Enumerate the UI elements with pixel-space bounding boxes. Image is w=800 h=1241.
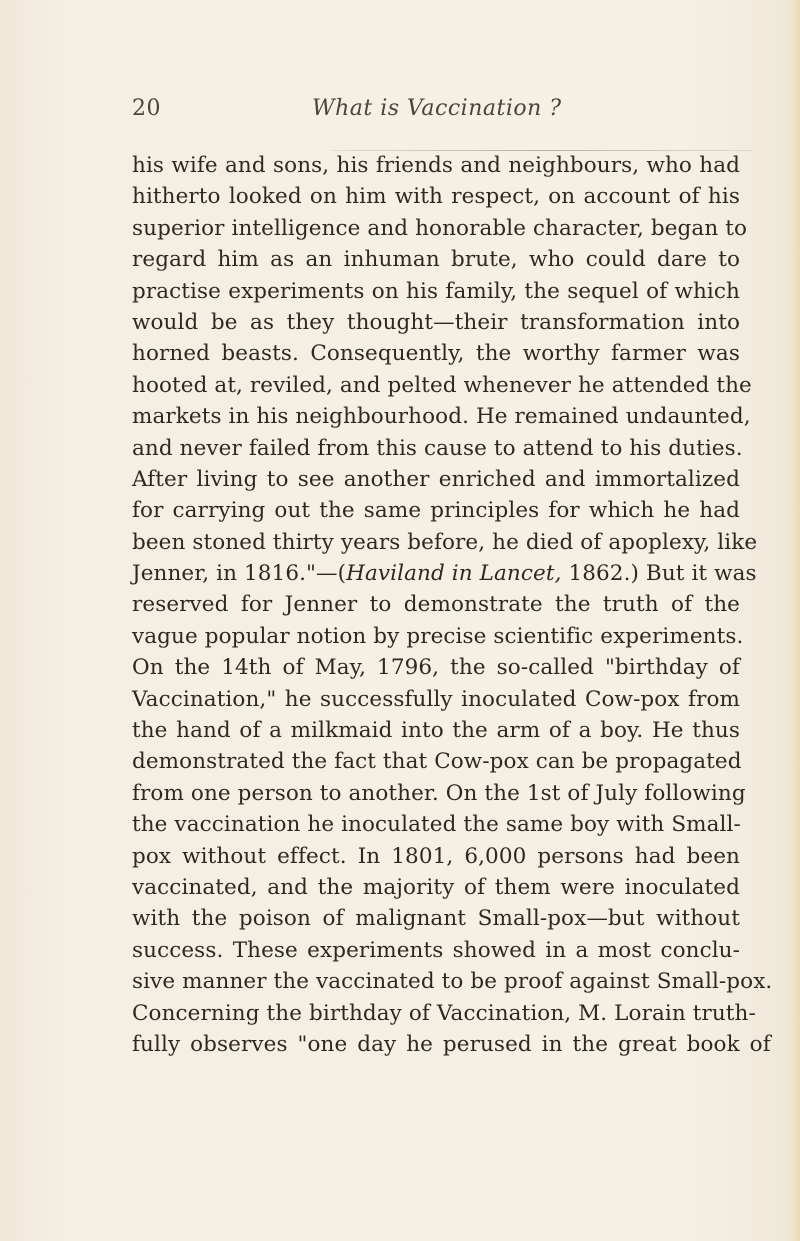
text-line: hooted at, reviled, and pelted whenever he attended the (132, 372, 752, 398)
text-line: for carrying out the same principles for which he had (132, 498, 740, 524)
text-line: horned beasts. Consequently, the worthy farmer was (132, 341, 740, 367)
citation-source: Haviland in Lancet, (346, 561, 562, 587)
text-line: markets in his neighbourhood. He remained undaunted, (132, 404, 751, 430)
body-text (132, 150, 773, 1060)
page-number: 20 (132, 96, 161, 121)
page-header (132, 96, 772, 136)
text-line: After living to see another enriched and immortalized (132, 466, 740, 492)
text-line: pox without effect. In 1801, 6,000 persons had been (132, 843, 740, 869)
text-line: been stoned thirty years before, he died of apoplexy, like (132, 529, 758, 555)
text-line: reserved for Jenner to demonstrate the truth of the (132, 592, 740, 618)
text-line: Vaccination," he successfully inoculated Cow-pox from (132, 686, 740, 712)
text-line: hitherto looked on him with respect, on account of his (132, 184, 740, 210)
text-line: Concerning the birthday of Vaccination, M. Lorain truth- (132, 1000, 756, 1026)
text-line: from one person to another. On the 1st of July following (132, 780, 746, 806)
text-line: the hand of a milkmaid into the arm of a boy. He thus (132, 718, 740, 744)
text-line: and never failed from this cause to attend to his duties. (132, 435, 743, 461)
text-line: On the 14th of May, 1796, the so-called "birthday of (132, 655, 740, 681)
text-line: vaccinated, and the majority of them were inoculated (132, 874, 740, 900)
text-line: practise experiments on his family, the sequel of which (132, 278, 740, 304)
text-line: sive manner the vaccinated to be proof against Small-pox. (132, 969, 773, 995)
running-title: What is Vaccination ? (312, 96, 562, 121)
citation-prefix: Jenner, in 1816."—( (132, 561, 347, 587)
text-line-citation (132, 558, 757, 589)
text-line: fully observes "one day he perused in the great book of (132, 1031, 771, 1057)
citation-suffix: 1862.) But it was (561, 561, 757, 587)
text-line: regard him as an inhuman brute, who could dare to (132, 247, 740, 273)
page-edge (786, 0, 800, 1241)
text-line: his wife and sons, his friends and neighbours, who had (132, 153, 740, 178)
text-line: success. These experiments showed in a most conclu- (132, 937, 740, 963)
text-line: the vaccination he inoculated the same boy with Small- (132, 812, 741, 838)
text-line: demonstrated the fact that Cow-pox can be propagated (132, 749, 742, 775)
text-line: vague popular notion by precise scientific experiments. (132, 623, 744, 649)
text-line: superior intelligence and honorable character, began to (132, 215, 747, 241)
text-line: with the poison of malignant Small-pox—but without (132, 906, 740, 932)
text-line: would be as they thought—their transformation into (132, 309, 740, 335)
